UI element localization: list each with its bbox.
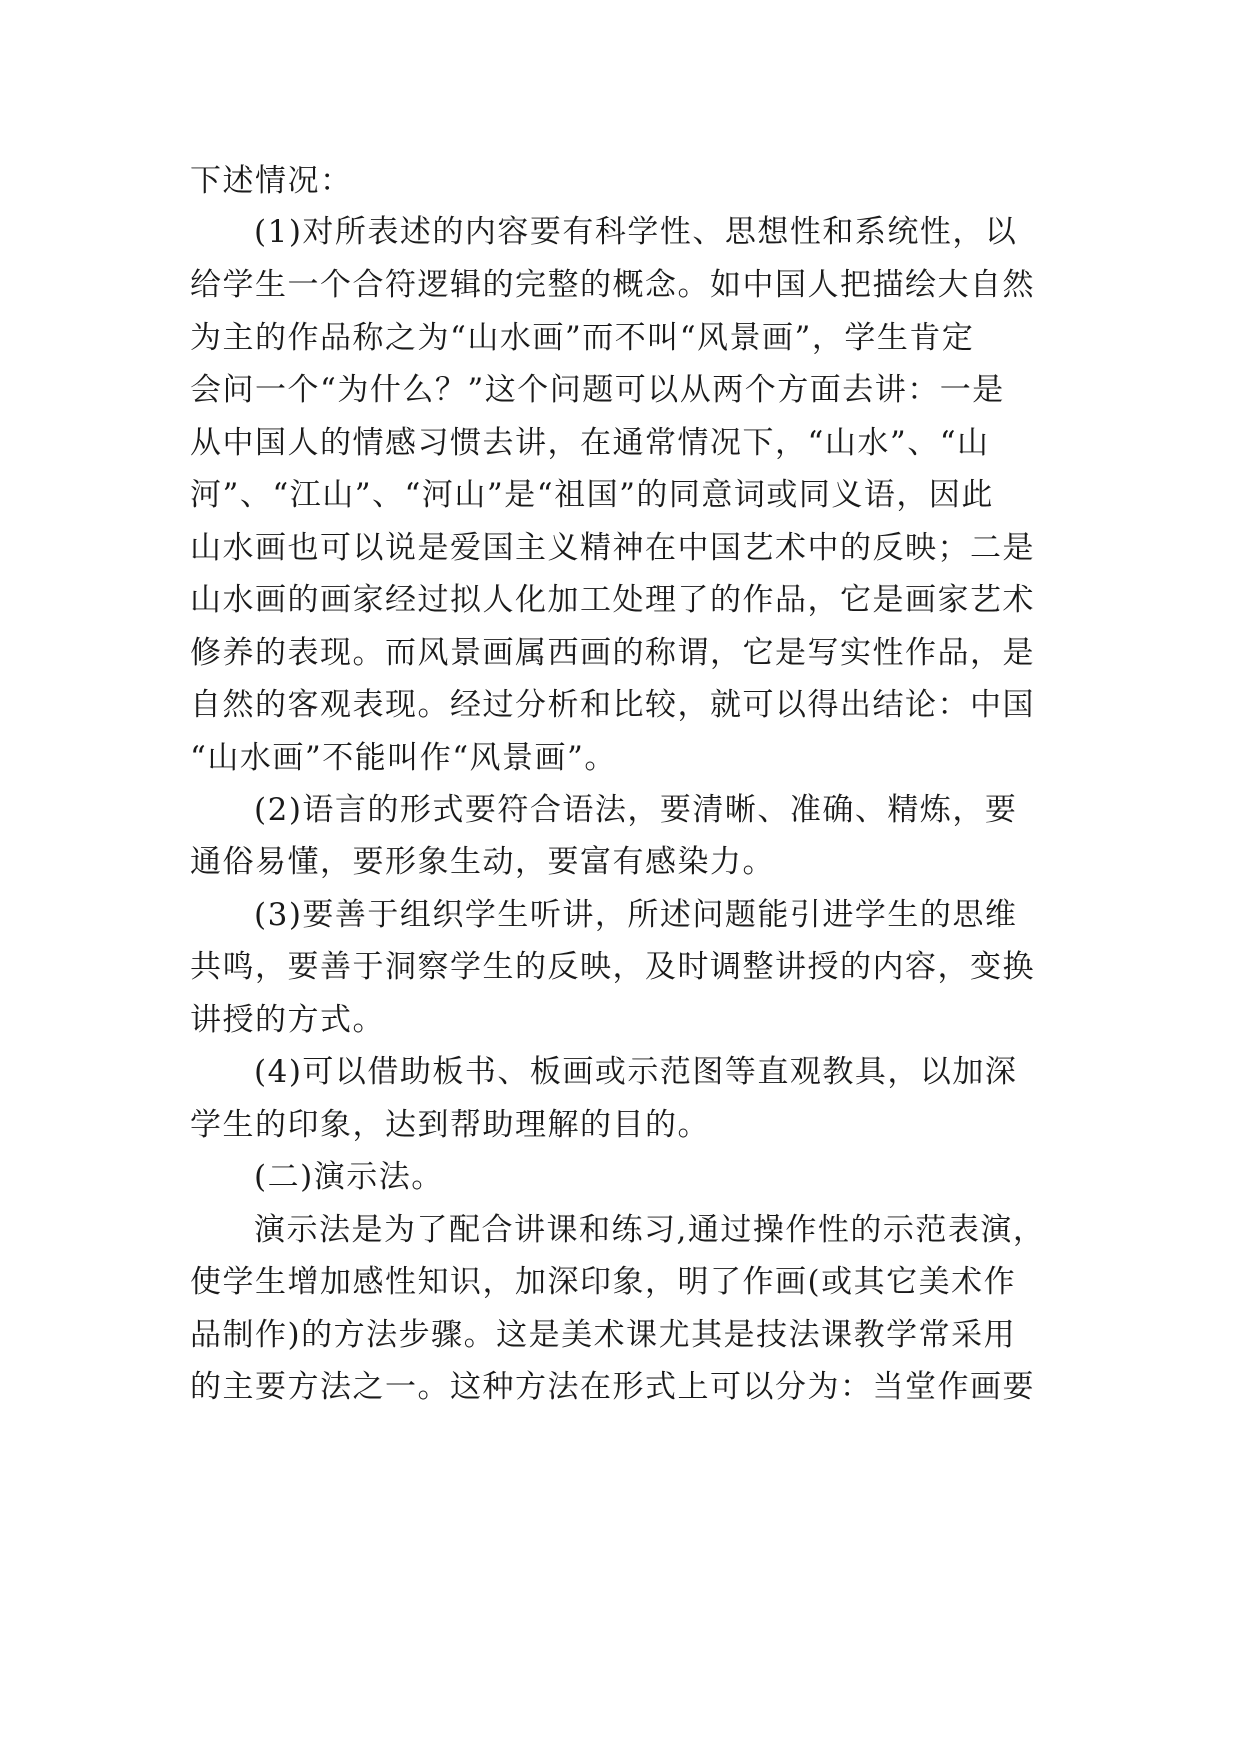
text-line: 从中国人的情感习惯去讲，在通常情况下，“山水”、“山 [190, 425, 990, 461]
text-line: 给学生一个合符逻辑的完整的概念。如中国人把描绘大自然 [190, 267, 1035, 303]
paragraph-first-line: 演示法是为了配合讲课和练习,通过操作性的示范表演， [254, 1212, 1046, 1248]
text-line: 品制作)的方法步骤。这是美术课尤其是技法课教学常采用 [190, 1317, 1017, 1353]
text-line: 共鸣，要善于洞察学生的反映，及时调整讲授的内容，变换 [190, 949, 1035, 985]
text-line: 自然的客观表现。经过分析和比较，就可以得出结论：中国 [190, 687, 1035, 723]
text-line: 河”、“江山”、“河山”是“祖国”的同意词或同义语，因此 [190, 477, 994, 513]
text-line: 学生的印象，达到帮助理解的目的。 [190, 1107, 710, 1143]
text-line: 山水画也可以说是爱国主义精神在中国艺术中的反映；二是 [190, 530, 1035, 566]
text-line: 下述情况： [190, 163, 353, 199]
text-line: 修养的表现。而风景画属西画的称谓，它是写实性作品，是 [190, 635, 1035, 671]
text-line: 讲授的方式。 [190, 1002, 385, 1038]
paragraph-first-line: (2)语言的形式要符合语法，要清晰、准确、精炼，要 [254, 792, 1018, 828]
text-line: 会问一个“为什么？”这个问题可以从两个方面去讲：一是 [190, 372, 1005, 408]
paragraph-first-line: (4)可以借助板书、板画或示范图等直观教具，以加深 [254, 1054, 1018, 1090]
text-line: 的主要方法之一。这种方法在形式上可以分为：当堂作画要 [190, 1369, 1035, 1405]
text-line: 使学生增加感性知识，加深印象，明了作画(或其它美术作 [190, 1264, 1017, 1300]
text-line: 通俗易懂，要形象生动，要富有感染力。 [190, 844, 775, 880]
text-line: 为主的作品称之为“山水画”而不叫“风景画”，学生肯定 [190, 320, 975, 356]
paragraph-first-line: (3)要善于组织学生听讲，所述问题能引进学生的思维 [254, 897, 1018, 933]
text-line: “山水画”不能叫作“风景画”。 [190, 740, 617, 776]
section-heading: (二)演示法。 [254, 1159, 444, 1195]
paragraph-first-line: (1)对所表述的内容要有科学性、思想性和系统性，以 [254, 214, 1018, 250]
text-line: 山水画的画家经过拟人化加工处理了的作品，它是画家艺术 [190, 582, 1035, 618]
